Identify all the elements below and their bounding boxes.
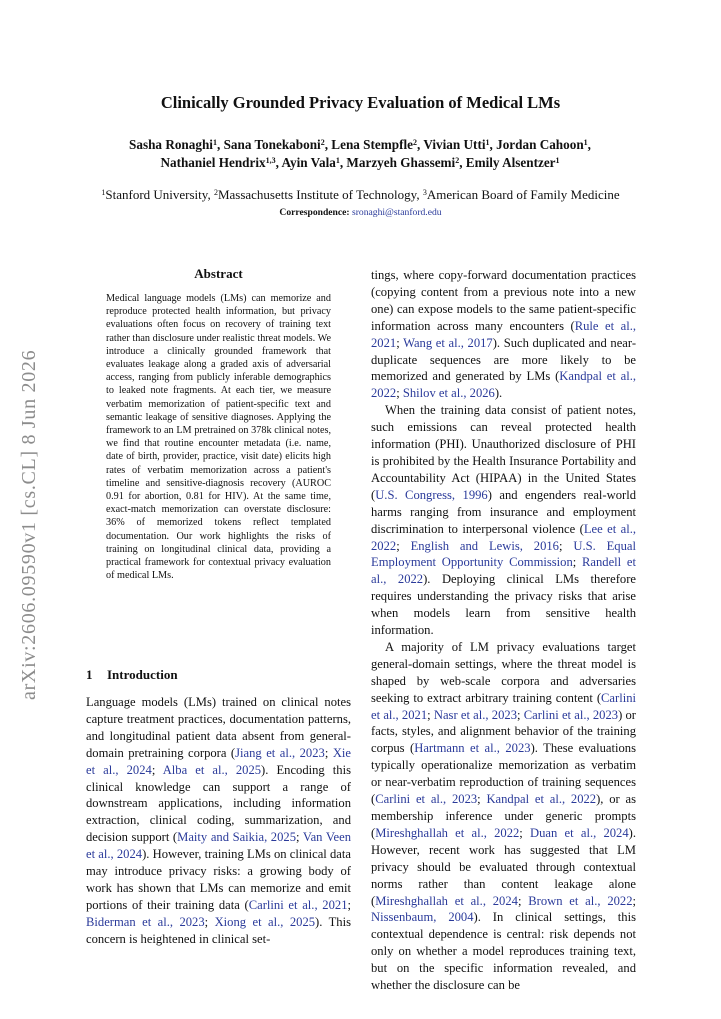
affiliation-name: American Board of Family Medicine <box>426 187 620 202</box>
citation-link[interactable]: Nissenbaum, 2004 <box>371 910 474 925</box>
author-name: Lena Stempfle <box>331 137 413 152</box>
citation-link[interactable]: Shilov et al., 2026 <box>402 386 495 401</box>
citation-link[interactable]: Carlini et al., 2023 <box>523 707 619 722</box>
author-name: Marzyeh Ghassemi <box>346 155 456 170</box>
affiliation-marker: 1 <box>555 156 560 165</box>
affiliation-marker: 1 <box>583 138 588 147</box>
citation-link[interactable]: Lee et al., 2022 <box>371 521 636 553</box>
paragraph: A majority of LM privacy evaluations target general-domain settings, where the threat model is shaped by web-scale corpora and adversaries seeking to extract arbitrary training content (Carlini et al., 2021; Nasr et al., 2023; Carlini et al., 2023) or facts, styles, and alignment behavior of the training corpus (Hartmann et al., 2023). These evaluations typically operationalize memorization as verbatim or near-verbatim reproduction of training sequences (Carlini et al., 2023; Kandpal et al., 2022), or as membership inference under generic prompts (Mireshghallah et al., 2022; Duan et al., 2024). However, recent work has suggested that LM privacy should be evaluated through contextual norms rather than content leakage alone (Mireshghallah et al., 2024; Brown et al., 2022; Nissenbaum, 2004). In clinical settings, this contextual dependence is central: risk depends not only on whether a model reproduces training text, but on the specific information revealed, and whether the disclosure can be <box>371 639 637 993</box>
affiliation-marker: 1 <box>212 138 217 147</box>
citation-link[interactable]: Carlini et al., 2023 <box>375 792 478 807</box>
affiliation-marker: 2 <box>320 138 325 147</box>
citation-link[interactable]: Alba et al., 2025 <box>162 762 262 777</box>
affiliation-marker: 1,3 <box>265 156 276 165</box>
right-column-body <box>371 267 636 994</box>
section-heading-introduction <box>86 667 178 683</box>
paragraph: Language models (LMs) trained on clinical notes capture treatment practices, documentation patterns, and longitudinal patient data absent from general-domain pretraining corpora (Jiang et al., 2023; Xie et al., 2024; Alba et al., 2025). Encoding this clinical knowledge can support a range of downstream applications, including information extraction, clinical coding, summarization, and decision support (Maity and Saikia, 2025; Van Veen et al., 2024). However, training LMs on clinical data may introduce privacy risks: a growing body of work has shown that LMs can memorize and emit portions of their training data (Carlini et al., 2021; Biderman et al., 2023; Xiong et al., 2025). This concern is heightened in clinical set- <box>86 695 351 946</box>
citation-link[interactable]: Carlini et al., 2021 <box>248 897 348 912</box>
paper-title: Clinically Grounded Privacy Evaluation of Medical LMs <box>160 93 561 112</box>
abstract-heading: Abstract <box>194 266 243 281</box>
citation-link[interactable]: Nasr et al., 2023 <box>433 707 517 722</box>
citation-link[interactable]: Jiang et al., 2023 <box>235 745 325 760</box>
author-line-1: Sasha Ronaghi$^1$, Sana Tonekaboni$^2$, Lena Stempfle$^2$, Vivian Utti$^1$, Jordan Cahoon$^1$, <box>129 137 591 152</box>
citation-link[interactable]: Mireshghallah et al., 2024 <box>375 893 518 908</box>
affiliation-marker: 1 <box>101 188 106 197</box>
citation-link[interactable]: Biderman et al., 2023 <box>86 914 205 929</box>
citation-link[interactable]: Brown et al., 2022 <box>528 893 633 908</box>
author-name: Nathaniel Hendrix <box>160 155 266 170</box>
citation-link[interactable]: Kandpal et al., 2022 <box>371 369 636 401</box>
author-name: Sana Tonekaboni <box>223 137 321 152</box>
affiliation-marker: 2 <box>412 138 417 147</box>
citation-link[interactable]: Hartmann et al., 2023 <box>414 741 531 756</box>
citation-link[interactable]: Carlini et al., 2021 <box>371 690 636 722</box>
affiliation-name: Massachusetts Institute of Technology <box>217 187 417 202</box>
affiliation-marker: 1 <box>335 156 340 165</box>
author-name: Sasha Ronaghi <box>129 137 213 152</box>
citation-link[interactable]: Randell et al., 2022 <box>371 555 636 587</box>
citation-link[interactable]: Mireshghallah et al., 2022 <box>375 825 520 840</box>
arxiv-stamp: arXiv:2606.09590v1 [cs.CL] 8 Jun 2026 <box>18 349 40 700</box>
paragraph: tings, where copy-forward documentation practices (copying content from a previous note into a new one) can expose models to the same patient-specific information across many encounters (Rule et al., 2021; Wang et al., 2017). Such duplicated and near-duplicate sequences are more likely to be memorized and generated by LMs (Kandpal et al., 2022; Shilov et al., 2026). <box>371 268 637 401</box>
section-number: 1 <box>86 667 93 682</box>
affiliation-marker: 2 <box>455 156 460 165</box>
author-name: Emily Alsentzer <box>465 155 556 170</box>
citation-link[interactable]: Wang et al., 2017 <box>403 335 493 350</box>
correspondence-label: Correspondence: <box>279 207 350 218</box>
author-name: Jordan Cahoon <box>496 137 584 152</box>
citation-link[interactable]: English and Lewis, 2016 <box>410 538 559 553</box>
section-title: Introduction <box>107 667 178 682</box>
affiliation-marker: 1 <box>485 138 490 147</box>
paragraph: When the training data consist of patient notes, such emissions can reveal protected health information (PHI). Unauthorized disclosure of PHI is prohibited by the Health Insurance Portability and Accountability Act (HIPAA) in the United States (U.S. Congress, 1996) and engenders real-world harms ranging from insurance and employment discrimination to interpersonal violence (Lee et al., 2022; English and Lewis, 2016; U.S. Equal Employment Opportunity Commission; Randell et al., 2022). Deploying clinical LMs therefore requires understanding the privacy risks that arise when models learn from sensitive health information. <box>371 403 636 638</box>
author-list <box>60 136 660 172</box>
citation-link[interactable]: Xie et al., 2024 <box>86 745 351 777</box>
citation-link[interactable]: Kandpal et al., 2022 <box>486 792 597 807</box>
abstract-text: Medical language models (LMs) can memorize and reproduce protected health information, but privacy evaluations often focus on recovery of training text rather than disclosure under realistic threat models. We introduce a clinically grounded framework that evaluates leakage along a graded axis of adversarial access, ranging from publicly inferable demographics to leaked note fragments. At each tier, we measure verbatim memorization of patient-specific text and semantic leakage of sensitive diagnoses. Applying the framework to an LM pretrained on 378k clinical notes, we find that routine encounter metadata (i.e. name, date of birth, provider, practice, visit date) elicits high rates of verbatim memorization across a patient's timeline and sensitive-diagnosis recovery (AUROC 0.91 for abortion, 0.81 for HIV). At the same time, exact-match memorization can overstate disclosure: 36% of memorized tokens reflect templated documentation. Our work highlights the risks of training on longitudinal clinical data, providing a practical framework for contextual privacy evaluation of medical LMs. <box>106 293 331 582</box>
citation-link[interactable]: U.S. Equal Employment Opportunity Commission <box>371 538 636 570</box>
citation-link[interactable]: Rule et al., 2021 <box>371 318 637 350</box>
citation-link[interactable]: Xiong et al., 2025 <box>214 914 316 929</box>
citation-link[interactable]: Maity and Saikia, 2025 <box>177 830 296 845</box>
affiliations: $^1$Stanford University, $^2$Massachusetts Institute of Technology, $^3$American Board of Family Medicine <box>101 187 620 202</box>
citation-link[interactable]: U.S. Congress, 1996 <box>375 487 488 502</box>
citation-link[interactable]: Duan et al., 2024 <box>530 825 629 840</box>
left-column-body <box>86 694 351 948</box>
correspondence <box>0 207 721 218</box>
correspondence-email-link[interactable]: sronaghi@stanford.edu <box>352 207 442 218</box>
affiliation-name: Stanford University <box>105 187 208 202</box>
author-name: Ayin Vala <box>281 155 336 170</box>
affiliation-marker: 3 <box>422 188 427 197</box>
citation-link[interactable]: Van Veen et al., 2024 <box>86 830 351 862</box>
affiliation-marker: 2 <box>213 188 218 197</box>
author-line-2: Nathaniel Hendrix$^{1,3}$, Ayin Vala$^1$, Marzyeh Ghassemi$^2$, Emily Alsentzer$^1$ <box>160 155 560 170</box>
author-name: Vivian Utti <box>423 137 486 152</box>
